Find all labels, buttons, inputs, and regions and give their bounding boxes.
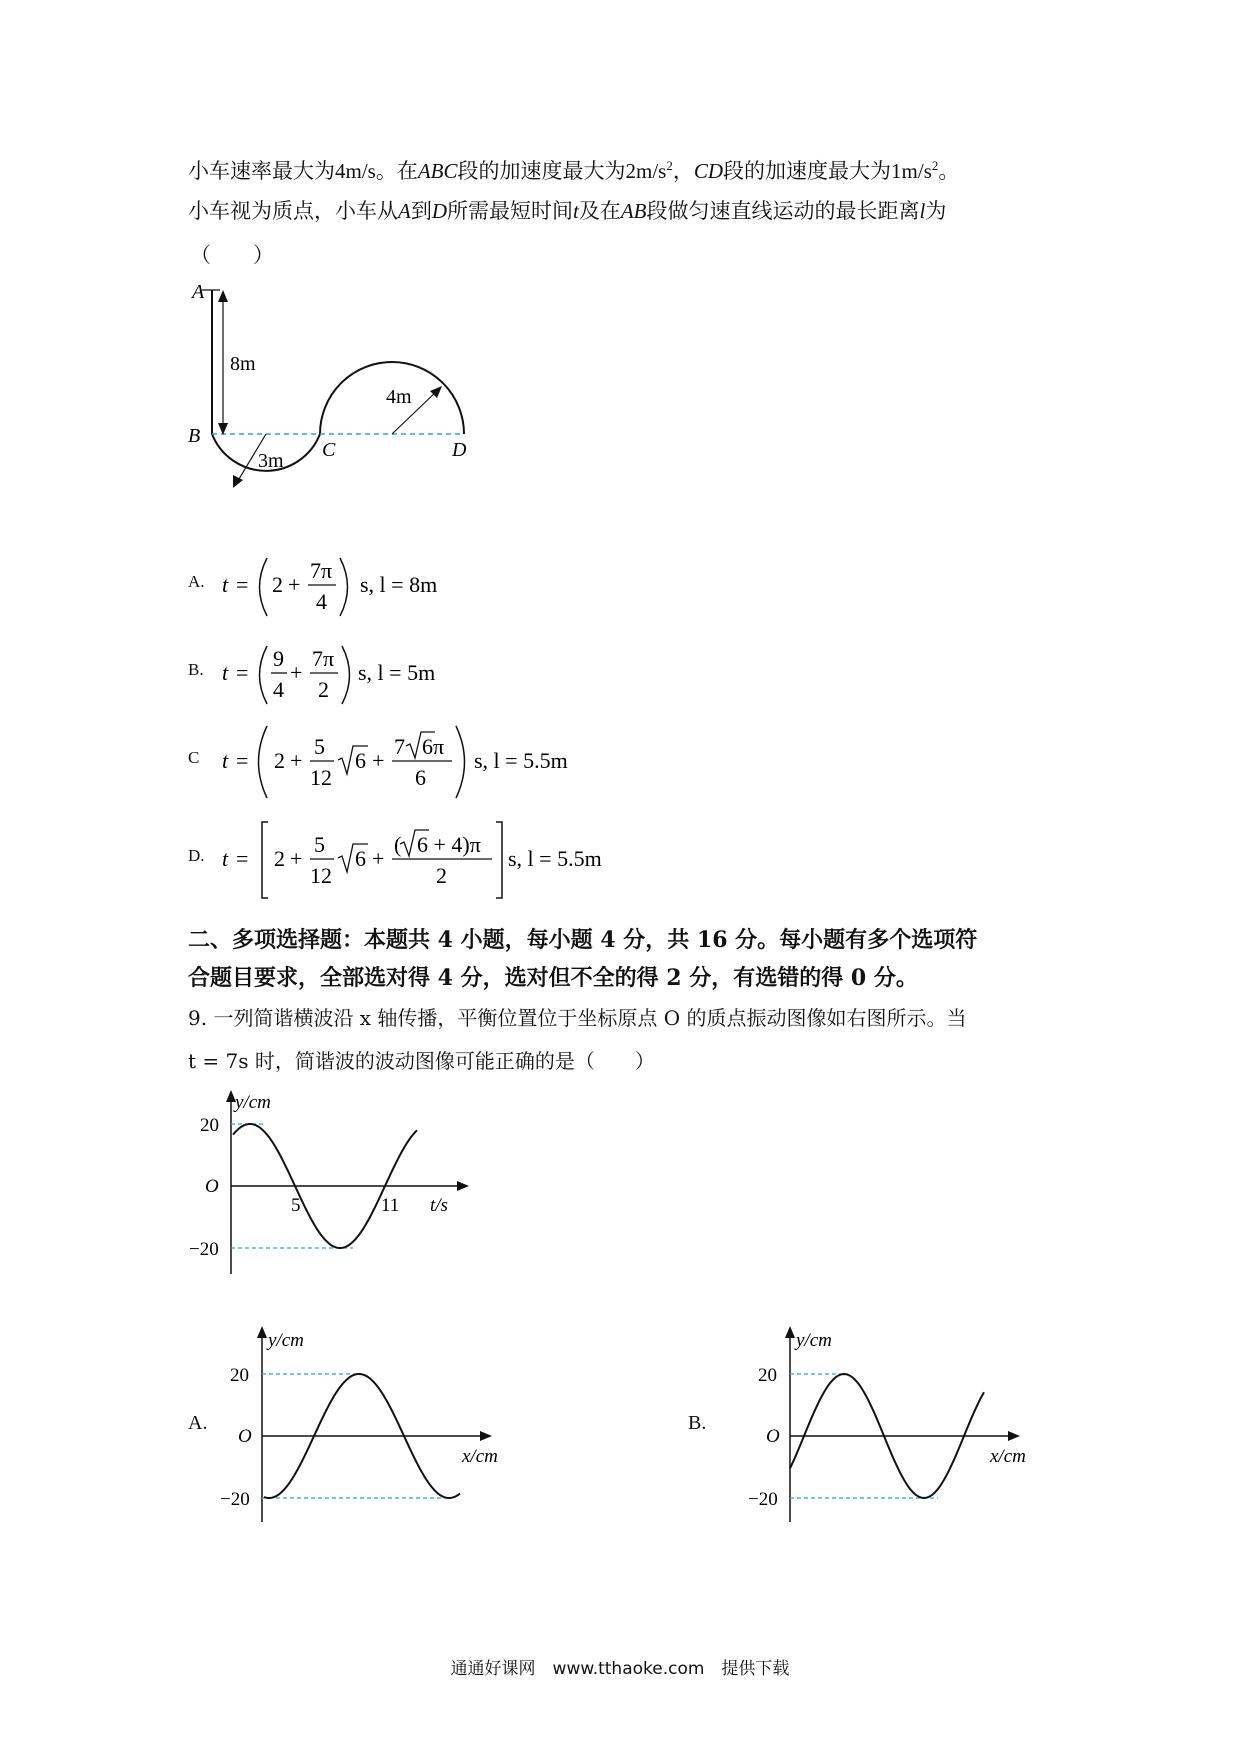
- svg-text:t: t: [222, 660, 229, 685]
- q9-line-2: t = 7s 时，简谐波的波动图像可能正确的是（ ）: [188, 1049, 655, 1073]
- svg-text:12: 12: [310, 863, 332, 888]
- svg-text:s, l = 5.5m: s, l = 5.5m: [474, 748, 568, 773]
- svg-text:6: 6: [355, 846, 366, 871]
- svg-text:+: +: [372, 846, 385, 871]
- svg-text:+: +: [372, 748, 385, 773]
- svg-text:20: 20: [230, 1365, 249, 1386]
- svg-text:6π: 6π: [422, 734, 445, 759]
- q9-vibration-graph: [185, 1088, 485, 1288]
- option-b-formula: [222, 640, 782, 710]
- svg-text:−20: −20: [220, 1489, 250, 1510]
- vib-tick-neg-20: −20: [189, 1239, 219, 1260]
- footer-source: 通通好课网 www.tthaoke.com 提供下载: [450, 1659, 790, 1679]
- svg-text:s, l = 5m: s, l = 5m: [358, 660, 436, 685]
- q8-line-2: 小车视为质点，小车从A到D所需最短时间t及在AB段做匀速直线运动的最长距离l为: [188, 199, 947, 223]
- point-a-label: A: [192, 281, 205, 303]
- point-c-label: C: [322, 439, 336, 461]
- svg-text:6: 6: [355, 748, 366, 773]
- svg-text:12: 12: [310, 765, 332, 790]
- vib-origin-label: O: [205, 1176, 219, 1197]
- radius-small-label: 3m: [258, 450, 284, 472]
- point-d-label: D: [452, 439, 467, 461]
- svg-text:+: +: [290, 748, 303, 773]
- svg-text:7π: 7π: [312, 646, 335, 671]
- svg-text:2: 2: [272, 572, 283, 597]
- svg-text:t: t: [222, 748, 229, 773]
- vib-tick-5: 5: [291, 1195, 301, 1216]
- section-2-heading-line-1: 二、多项选择题：本题共 4 小题，每小题 4 分，共 16 分。每小题有多个选项符: [188, 927, 978, 953]
- option-a[interactable]: A. t = 2 + 7π 4 s, l = 8m: [188, 552, 788, 622]
- svg-text:4: 4: [273, 677, 284, 702]
- svg-text:2: 2: [274, 846, 285, 871]
- option-b[interactable]: B. t = 9 4 + 7π 2 s, l = 5m: [188, 640, 788, 710]
- svg-text:t: t: [222, 846, 229, 871]
- svg-text:2: 2: [436, 863, 447, 888]
- svg-text:6: 6: [415, 765, 426, 790]
- svg-text:=: =: [236, 572, 249, 597]
- svg-text:x/cm: x/cm: [990, 1446, 1026, 1467]
- svg-text:=: =: [236, 660, 249, 685]
- vib-tick-20: 20: [200, 1115, 219, 1136]
- svg-text:O: O: [766, 1426, 780, 1447]
- svg-text:y/cm: y/cm: [796, 1330, 832, 1351]
- q8-line-1: 小车速率最大为4m/s。在ABC段的加速度最大为$2m/s^2$，CD段的加速度最大为$1m/s^2$。: [188, 158, 960, 183]
- svg-text:(: (: [394, 832, 402, 857]
- q9-option-a[interactable]: A. y/cm x/cm O 20 −20: [188, 1322, 548, 1522]
- vib-x-axis-label: t/s: [430, 1195, 448, 1216]
- option-c[interactable]: C t = 2 + 5 12 6 + 7 6π 6 s, l = 5.5m: [188, 722, 888, 802]
- length-ab-label: 8m: [230, 353, 256, 375]
- q9-line-1: 9. 一列简谐横波沿 x 轴传播，平衡位置位于坐标原点 O 的质点振动图像如右图所示。当: [188, 1006, 967, 1030]
- svg-text:5: 5: [314, 734, 325, 759]
- svg-text:O: O: [238, 1426, 252, 1447]
- svg-text:7: 7: [394, 734, 405, 759]
- svg-text:2: 2: [318, 677, 329, 702]
- svg-text:=: =: [236, 748, 249, 773]
- svg-text:s, l = 8m: s, l = 8m: [360, 572, 438, 597]
- svg-text:2: 2: [274, 748, 285, 773]
- section-2-heading-line-2: 合题目要求，全部选对得 4 分，选对但不全的得 2 分，有选错的得 0 分。: [188, 965, 918, 991]
- svg-text:5: 5: [314, 832, 325, 857]
- q8-track-figure: [180, 280, 480, 510]
- svg-text:x/cm: x/cm: [462, 1446, 498, 1467]
- svg-text:20: 20: [758, 1365, 777, 1386]
- svg-text:+: +: [290, 846, 303, 871]
- vib-y-axis-label: y/cm: [235, 1092, 271, 1113]
- vib-tick-11: 11: [381, 1195, 400, 1216]
- option-b-wave-graph: [708, 1322, 1048, 1522]
- svg-text:t: t: [222, 572, 229, 597]
- q8-answer-parentheses: （ ）: [190, 243, 274, 267]
- option-a-wave-graph: [208, 1322, 538, 1522]
- option-a-formula: [222, 552, 782, 622]
- svg-text:=: =: [236, 846, 249, 871]
- svg-text:7π: 7π: [310, 558, 333, 583]
- point-b-label: B: [188, 425, 201, 447]
- svg-text:6 + 4)π: 6 + 4)π: [417, 832, 481, 857]
- svg-text:+: +: [290, 660, 303, 685]
- svg-text:s, l = 5.5m: s, l = 5.5m: [508, 846, 602, 871]
- svg-text:y/cm: y/cm: [268, 1330, 304, 1351]
- option-d[interactable]: D. t = 2 + 5 12 6 + ( 6 + 4)π 2 s, l = 5.5m: [188, 818, 888, 902]
- q9-option-b[interactable]: B. y/cm x/cm O 20 −20: [688, 1322, 1058, 1522]
- svg-text:4: 4: [316, 589, 327, 614]
- radius-big-label: 4m: [386, 386, 412, 408]
- svg-text:9: 9: [273, 646, 284, 671]
- option-d-formula: [222, 818, 822, 902]
- svg-text:+: +: [288, 572, 301, 597]
- option-c-formula: [222, 722, 822, 802]
- svg-text:−20: −20: [748, 1489, 778, 1510]
